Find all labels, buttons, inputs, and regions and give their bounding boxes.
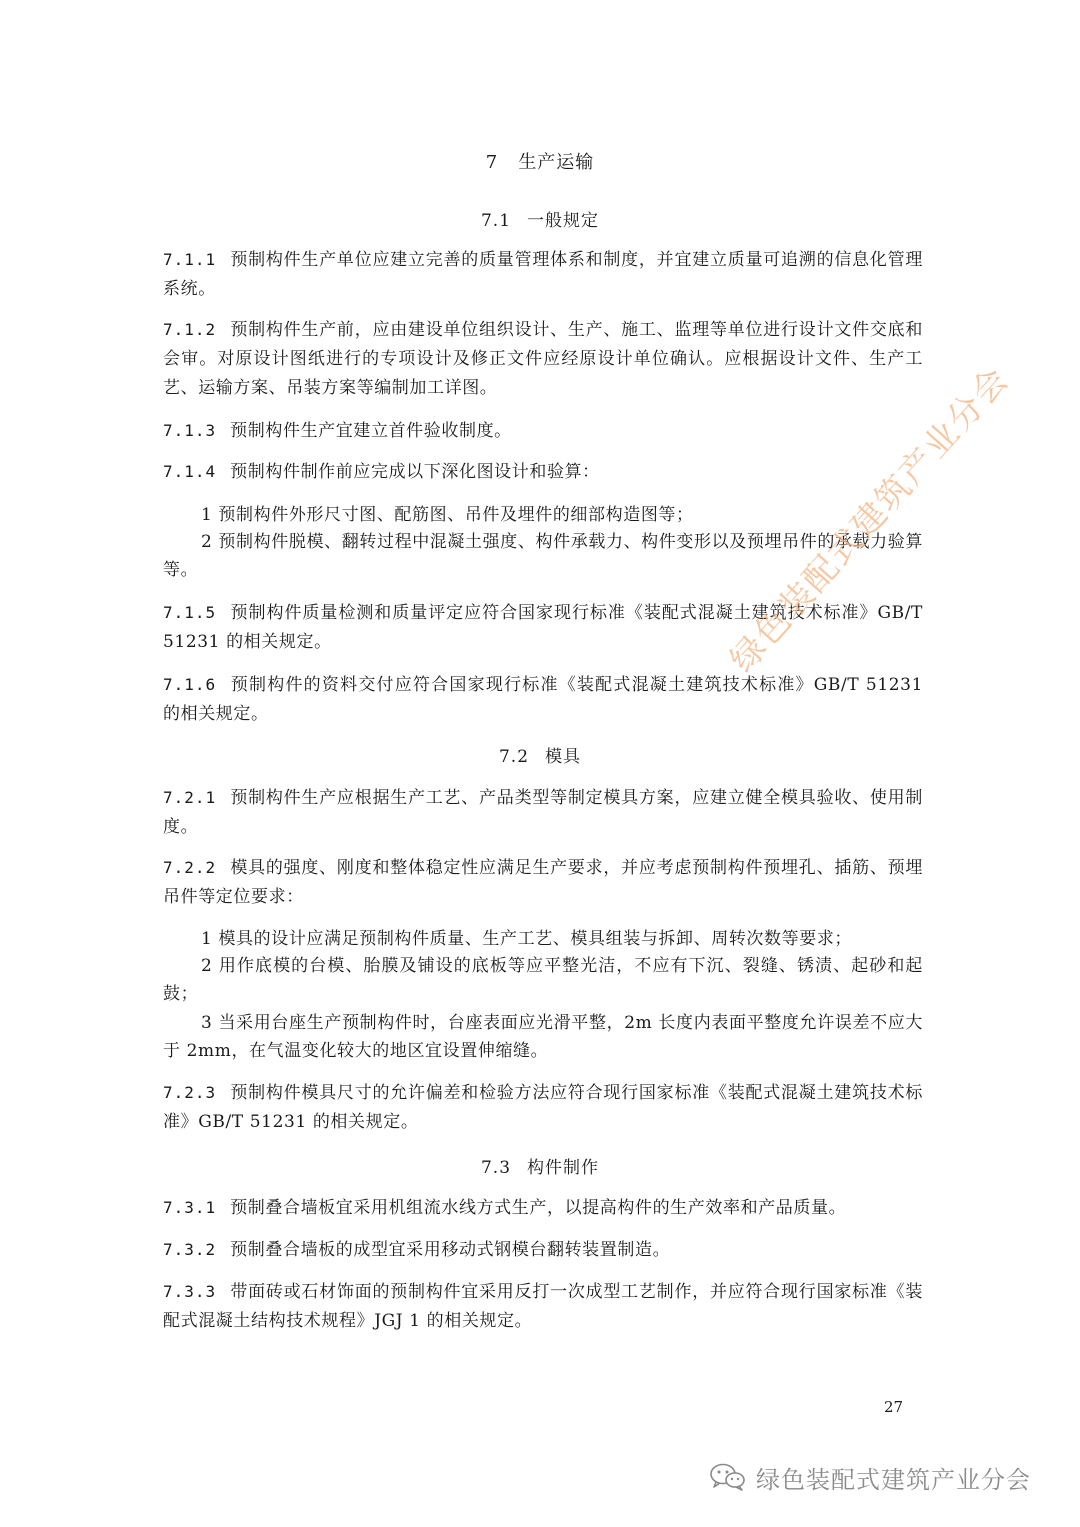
clause-number: 7.2.2: [163, 858, 217, 877]
clause-7-2-3: [163, 1078, 923, 1137]
clause-number: 7.1.4: [163, 462, 217, 481]
clause-number: 7.3.2: [163, 1240, 217, 1259]
clause-7-3-1: [163, 1193, 923, 1223]
clause-number: 7.3.3: [163, 1282, 217, 1301]
footer-brand-text: 绿色装配式建筑产业分会: [756, 1465, 1031, 1494]
clause-7-1-3: [163, 416, 923, 446]
clause-7-3-2: [163, 1235, 923, 1265]
section-name: 一般规定: [527, 211, 600, 231]
watermark: 绿色装配式建筑产业分会: [722, 359, 1018, 681]
clause-7-1-4-item-2: 2 预制构件脱模、翻转过程中混凝土强度、构件承载力、构件变形以及预埋吊件的承载力验算等。: [163, 532, 923, 580]
clause-number: 7.1.6: [163, 675, 217, 694]
clause-7-2-2-item-3: 3 当采用台座生产预制构件时，台座表面应光滑平整，2m 长度内表面平整度允许误差不应大于 2mm，在气温变化较大的地区宜设置伸缩缝。: [163, 1013, 923, 1061]
clause-number: 7.1.5: [163, 603, 217, 622]
clause-7-1-2: [163, 315, 923, 403]
clause-number: 7.1.1: [163, 250, 217, 269]
section-number: 7.3: [480, 1158, 512, 1178]
clause-7-2-2-item-2: 2 用作底模的台模、胎膜及铺设的底板等应平整光洁，不应有下沉、裂缝、锈渍、起砂和起鼓；: [163, 956, 923, 1004]
clause-7-2-1: [163, 783, 923, 842]
wechat-icon: [708, 1462, 748, 1492]
clause-7-2-2-item-1: 1 模具的设计应满足预制构件质量、生产工艺、模具组装与拆卸、周转次数等要求；: [201, 929, 853, 949]
clause-text: 预制构件生产宜建立首件验收制度。: [230, 421, 512, 441]
section-title-7-3: [0, 1153, 1080, 1178]
page-number: 27: [884, 1398, 904, 1416]
section-number: 7.2: [498, 747, 530, 767]
clause-7-2-2: [163, 853, 923, 912]
clause-text: 预制叠合墙板宜采用机组流水线方式生产，以提高构件的生产效率和产品质量。: [230, 1198, 847, 1218]
clause-text: 预制构件的资料交付应符合国家现行标准《装配式混凝土建筑技术标准》GB/T 51231 的相关规定。: [163, 675, 923, 724]
clause-text: 带面砖或石材饰面的预制构件宜采用反打一次成型工艺制作，并应符合现行国家标准《装配式混凝土结构技术规程》JGJ 1 的相关规定。: [163, 1282, 923, 1331]
clause-text: 预制构件制作前应完成以下深化图设计和验算：: [230, 462, 600, 482]
chapter-title: [0, 148, 1080, 174]
clause-7-1-1: [163, 245, 923, 304]
section-number: 7.1: [480, 211, 512, 231]
chapter-name: 生产运输: [518, 152, 595, 173]
clause-7-3-3: [163, 1277, 923, 1336]
clause-number: 7.3.1: [163, 1198, 217, 1217]
section-name: 构件制作: [527, 1158, 600, 1178]
section-name: 模具: [545, 747, 582, 767]
footer-brand[interactable]: [708, 1460, 1031, 1494]
clause-7-1-6: [163, 670, 923, 729]
clause-text: 预制构件生产单位应建立完善的质量管理体系和制度，并宜建立质量可追溯的信息化管理系统。: [163, 250, 923, 299]
clause-text: 预制构件生产应根据生产工艺、产品类型等制定模具方案，应建立健全模具验收、使用制度。: [163, 788, 923, 837]
clause-7-1-4: [163, 457, 923, 487]
chapter-number: 7: [485, 152, 499, 173]
clause-number: 7.2.3: [163, 1083, 217, 1102]
clause-text: 预制构件模具尺寸的允许偏差和检验方法应符合现行国家标准《装配式混凝土建筑技术标准》GB/T 51231 的相关规定。: [163, 1083, 923, 1132]
clause-number: 7.1.2: [163, 320, 217, 339]
clause-number: 7.2.1: [163, 788, 217, 807]
clause-text: 预制叠合墙板的成型宜采用移动式钢模台翻转装置制造。: [230, 1240, 671, 1260]
section-title-7-2: [0, 742, 1080, 767]
clause-7-1-4-item-1: 1 预制构件外形尺寸图、配筋图、吊件及埋件的细部构造图等；: [201, 505, 694, 525]
clause-text: 预制构件质量检测和质量评定应符合国家现行标准《装配式混凝土建筑技术标准》GB/T 51231 的相关规定。: [163, 603, 923, 652]
clause-text: 模具的强度、刚度和整体稳定性应满足生产要求，并应考虑预制构件预埋孔、插筋、预埋吊件等定位要求：: [163, 858, 923, 907]
section-title-7-1: [0, 206, 1080, 231]
clause-number: 7.1.3: [163, 421, 217, 440]
clause-text: 预制构件生产前，应由建设单位组织设计、生产、施工、监理等单位进行设计文件交底和会审。对原设计图纸进行的专项设计及修正文件应经原设计单位确认。应根据设计文件、生产工艺、运输方案、吊装方案等编制加工详图。: [163, 320, 923, 398]
